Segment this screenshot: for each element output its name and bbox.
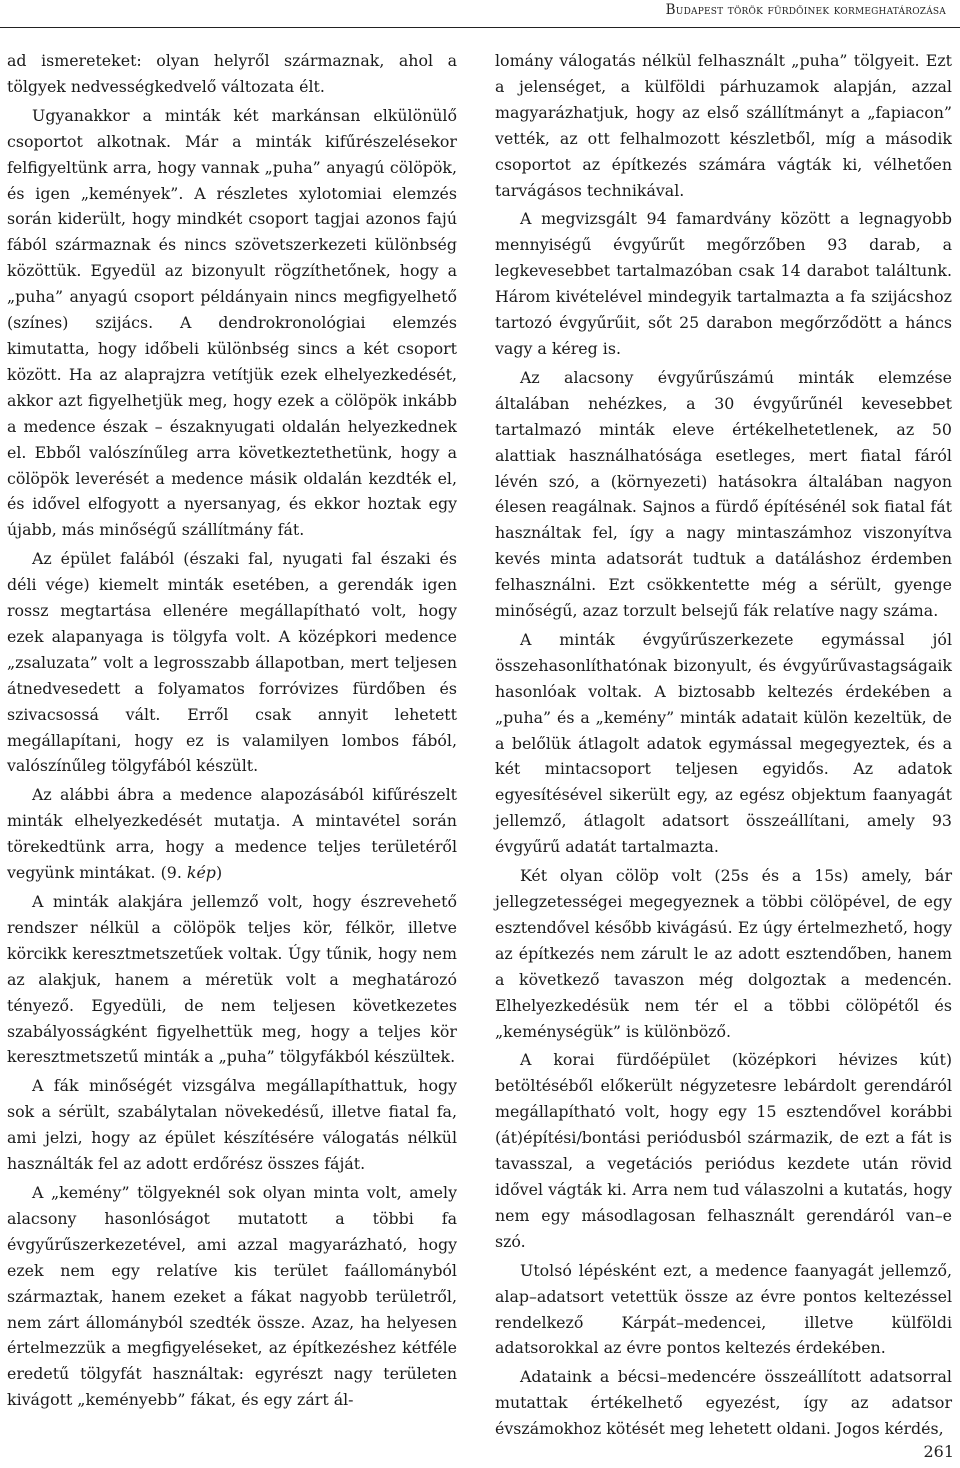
figure-ref-close: ): [215, 863, 223, 883]
paragraph-text: Az alábbi ábra a medence alapozásából kifűrészelt minták elhelyezkedését mutatja. A mintavétel során törekedtünk arra, hogy a medence teljes területéről vegyünk mintákat. (: [7, 785, 457, 883]
paragraph: A minták alakjára jellemző volt, hogy észrevehető rendszer nélkül a cölöpök teljes kör, félkör, illetve körcikk keresztmetszetűek voltak. Úgy tűnik, hogy nem az alakjuk, hanem a méretük volt a meghatározó tényező. Egyedüli, de nem teljesen következetes szabályosságként figyelhettük meg, hogy a teljes kör keresztmetszetű minták a „puha” tölgyfákból készültek.: [7, 892, 457, 1067]
page-number: 261: [923, 1442, 954, 1461]
paragraph: ad ismereteket: olyan helyről származnak, ahol a tölgyek nedvességkedvelő változata élt.: [7, 51, 457, 96]
paragraph: A korai fürdőépület (középkori hévizes kút) betöltéséből előkerült négyzetesre lebárdolt gerendáról megállapítható volt, hogy egy 15 esztendővel korábbi (át)építési/bontási periódusból származik, de ezt a fát is tavasszal, a vegetációs periódus kezdete után rövid idővel vágták ki. Arra nem tud válaszolni a kutatás, hogy nem egy másodlagosan felhasznált gerendáról van–e szó.: [495, 1050, 952, 1251]
left-column: [7, 48, 457, 1413]
paragraph: Utolsó lépésként ezt, a medence faanyagát jellemző, alap–adatsort vetettük össze az évre pontos keltezéssel rendelkező Kárpát–medencei, illetve külföldi adatsorokkal az évre pontos keltezés érdekében.: [495, 1260, 952, 1358]
paragraph: lomány válogatás nélkül felhasznált „puha” tölgyeit. Ezt a jelenséget, a külföldi párhuzamok alapján, azzal magyarázhatjuk, hogy az első szállítmányt a „fapiacon” vették, az ott felhalmozott készletből, míg a második csoportot az építkezés számára vágták ki, vélhetően tarvágásos technikával.: [495, 51, 952, 200]
paragraph: A minták évgyűrűszerkezete egymással jól összehasonlíthatónak bizonyult, és évgyűrűvastagságaik hasonlóak voltak. A biztosabb keltezés érdekében a „puha” és a „kemény” minták adatait külön kezeltük, de a belőlük átlagolt adatok egymással megegyeztek, és a két mintacsoport teljesen egyidős. Az adatok egyesítésével sikerült egy, az egész objektum faanyagát jellemző, átlagolt adatsort összeállítani, amely 93 évgyűrű adatát tartalmazta.: [495, 629, 952, 857]
paragraph: Két olyan cölöp volt (25s és a 15s) amely, bár jellegzetességei megegyeznek a többi cölöpével, de egy esztendővel később kivágású. Ez úgy értelmezhető, hogy az építkezés nem zárult le az adott esztendőben, hanem a következő tavaszon még dolgoztak a medencén. Elhelyezkedésük nem tér el a többi cölöpétől és „keménységük” is különböző.: [495, 866, 952, 1041]
figure-ref-word: kép: [186, 863, 216, 883]
figure-ref-number: 9.: [166, 863, 182, 883]
paragraph: Ugyanakkor a minták két markánsan elkülönülő csoportot alkotnak. Már a minták kifűrészelésekor felfigyeltünk arra, hogy vannak „puha” anyagú cölöpök, és igen „kemények”. A részletes xylotomiai elemzés során kiderült, hogy mindkét csoport tagjai azonos fajú fából származnak és nincs szövetszerkezeti különbség közöttük. Egyedül az bizonyult rögzíthetőnek, hogy a „puha” anyagú csoport példányain nincs megfigyelhető (színes) szijács. A dendrokronológiai elemzés kimutatta, hogy időbeli különbség sincs a két csoport között. Ha az alaprajzra vetítjük ezek elhelyezkedését, akkor azt figyelhetjük meg, hogy ezek a cölöpök inkább a medence észak – északnyugati oldalán helyezkednek el. Ebből valószínűleg arra következtethetünk, hogy a cölöpök leverését a medence másik oldalán kezdték el, és idővel elfogyott a nyersanyag, és ekkor hoztak egy újabb, más minőségű szállítmány fát.: [7, 105, 457, 540]
paragraph-with-figure-ref: [7, 782, 457, 886]
header-rule: [0, 27, 960, 28]
paragraph: A fák minőségét vizsgálva megállapíthattuk, hogy sok a sérült, szabálytalan növekedésű, illetve fiatal fa, ami jelzi, hogy az épület készítésére válogatás nélkül használták fel az adott erdőrész összes fáját.: [7, 1076, 457, 1174]
paragraph: Az épület falából (északi fal, nyugati fal északi és déli vége) kiemelt minták esetében, a gerendák igen rossz megtartása ellenére megállapítható volt, hogy ezek alapanyaga is tölgyfa volt. A középkori medence „zsaluzata” volt a legrosszabb állapotban, mert teljesen átnedvesedett a folyamatos forróvizes fürdőben és szivacsossá vált. Erről csak annyit lehetett megállapítani, hogy ez is valamilyen lombos fából, valószínűleg tölgyfából készült.: [7, 549, 457, 776]
paragraph: A megvizsgált 94 famardvány között a legnagyobb mennyiségű évgyűrűt megőrzőben 93 darab, a legkevesebbet tartalmazóban csak 14 darabot találtunk. Három kivételével mindegyik tartalmazta a fa szijácshoz tartozó évgyűrűit, sőt 25 darabon megőrződött a háncs vagy a kéreg is.: [495, 209, 952, 358]
paragraph: A „kemény” tölgyeknél sok olyan minta volt, amely alacsony hasonlóságot mutatott a többi fa évgyűrűszerkezetével, ami azzal magyarázható, hogy ezek nem egy relatíve kis terület faállományból származtak, hanem ezeket a fákat nagyobb területről, nem zárt állományból szedték össze. Azaz, ha helyesen értelmezzük a megfigyeléseket, az építkezéshez kétféle eredetű tölgyfát használtak: egyrészt nagy területen kivágott „keményebb” fákat, és egy zárt ál-: [7, 1182, 457, 1410]
paragraph: Az alacsony évgyűrűszámú minták elemzése általában nehézkes, a 30 évgyűrűnél kevesebbet tartalmazó minták eleve értékelhetetlenek, az 50 alattiak használhatósága esetleges, mert fiatal fáról lévén szó, a (környezeti) hatásokra általában nagyon élesen reagálnak. Sajnos a fürdő építésénél sok fiatal fát használtak fel, így a nagy mintaszámhoz viszonyítva kevés minta adatsorát tudtuk a datáláshoz érdemben felhasználni. Ezt csökkentette még a sérült, gyenge minőségű, azaz torzult belsejű fák relatíve nagy száma.: [495, 367, 952, 621]
running-head: Budapest török fürdőinek kormeghatározása: [665, 2, 946, 18]
right-column: [495, 48, 952, 1442]
paragraph: Adataink a bécsi–medencére összeállított adatsorral mutattak értékelhető egyezést, így az adatsor évszámokhoz kötését meg lehetett oldani. Jogos kérdés,: [495, 1367, 952, 1439]
